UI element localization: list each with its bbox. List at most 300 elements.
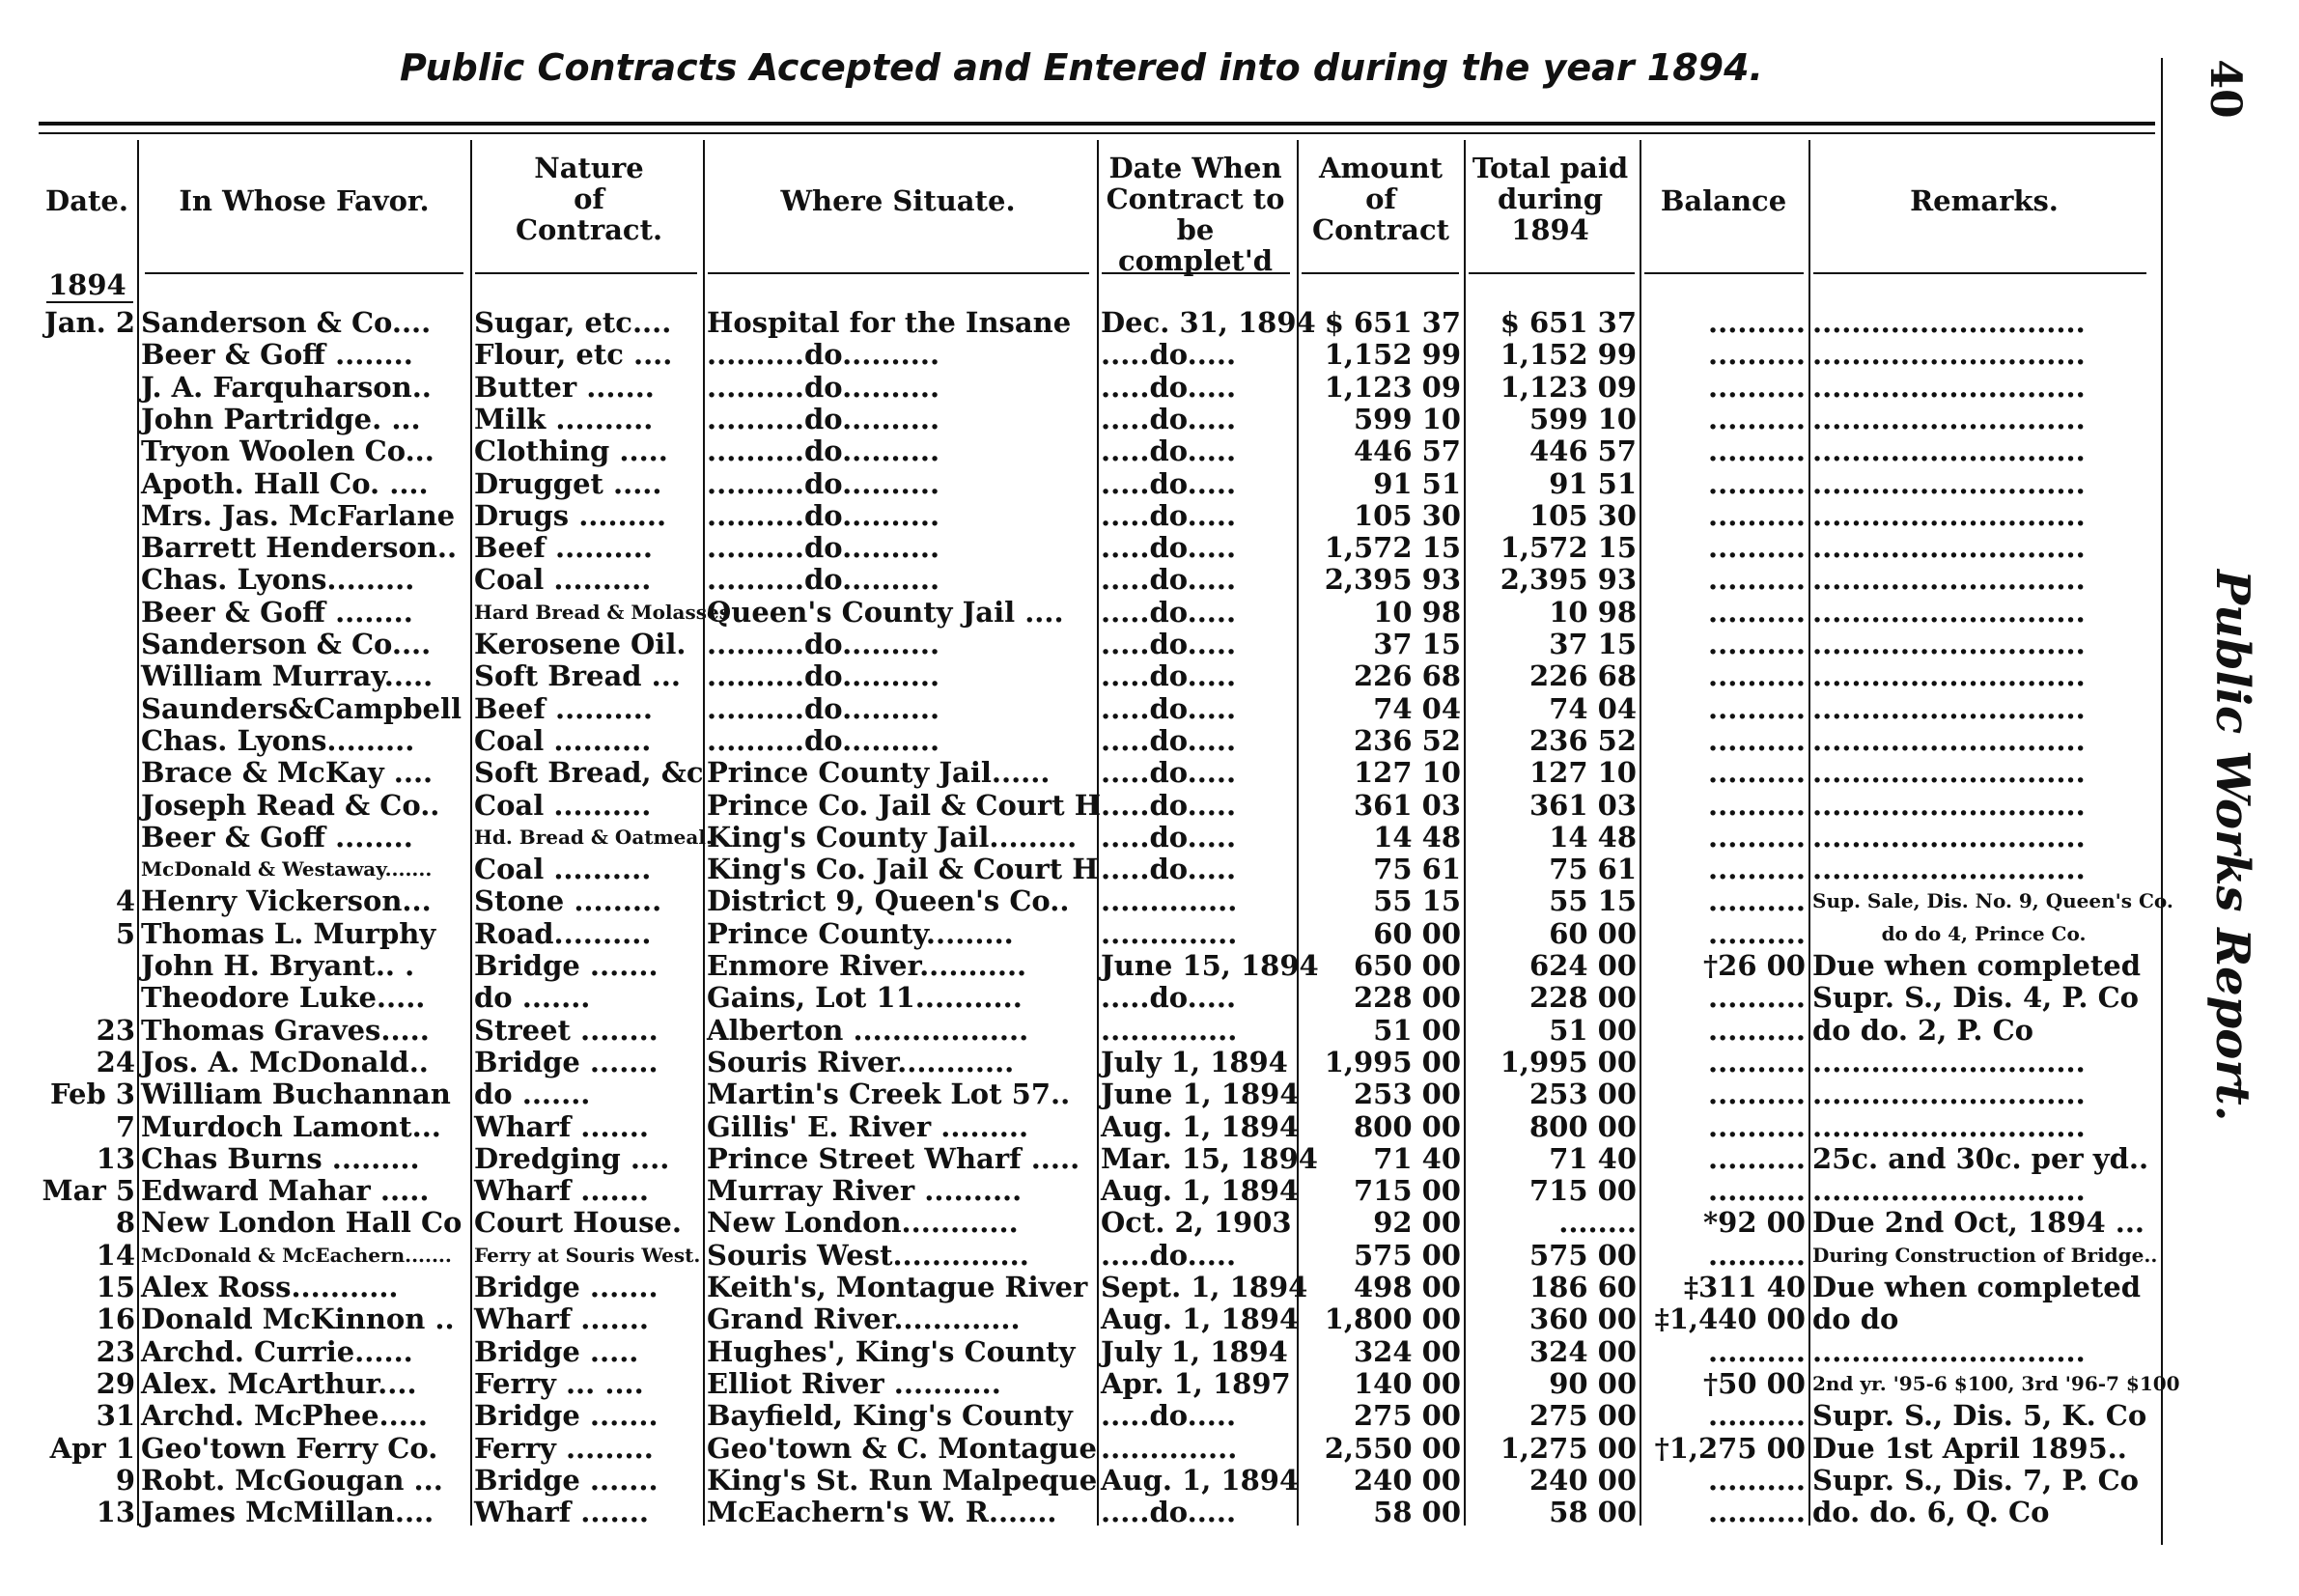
cell-complete: Mar. 15, 1894 <box>1101 1141 1318 1175</box>
cell-nature: Drugget ..... <box>474 466 662 500</box>
cell-balance: .......... <box>1708 595 1806 629</box>
cell-nature: Drugs ......... <box>474 498 667 532</box>
cell-amount: 575 00 <box>1354 1238 1461 1272</box>
cell-balance: .......... <box>1708 1496 1806 1529</box>
cell-where: Martin's Creek Lot 57.. <box>707 1078 1071 1111</box>
cell-nature: Court House. <box>474 1206 682 1240</box>
cell-nature: Wharf ....... <box>474 1496 649 1529</box>
cell-complete: .....do..... <box>1101 756 1237 790</box>
cell-paid: 127 10 <box>1529 756 1637 790</box>
cell-paid: 715 00 <box>1529 1174 1637 1208</box>
cell-paid: 55 15 <box>1549 884 1637 918</box>
cell-where: ..........do.......... <box>707 370 940 404</box>
cell-complete: .....do..... <box>1101 628 1237 660</box>
cell-nature: Road.......... <box>474 916 652 950</box>
cell-complete: June 1, 1894 <box>1101 1078 1300 1111</box>
cell-nature: Bridge ....... <box>474 1045 659 1078</box>
cell-paid: 1,152 99 <box>1500 338 1637 372</box>
cell-complete: .....do..... <box>1101 1496 1237 1529</box>
cell-remarks: Due when completed <box>1812 949 2142 982</box>
cell-amount: 10 98 <box>1373 595 1461 629</box>
cell-amount: 228 00 <box>1354 981 1461 1015</box>
cell-remarks: ............................ <box>1812 628 2086 660</box>
header-underline <box>1813 272 2146 274</box>
cell-balance: .......... <box>1708 916 1806 950</box>
cell-remarks: do do 4, Prince Co. <box>1881 921 2087 945</box>
cell-favor: Jos. A. McDonald.. <box>141 1045 429 1078</box>
cell-balance: .......... <box>1708 531 1806 565</box>
header-favor: In Whose Favor. <box>179 184 430 217</box>
cell-complete: .....do..... <box>1101 434 1237 468</box>
cell-complete: .............. <box>1101 1431 1238 1465</box>
cell-paid: 236 52 <box>1529 723 1637 757</box>
cell-where: Hospital for the Insane <box>707 306 1072 339</box>
cell-nature: Ferry ... .... <box>474 1366 644 1400</box>
header-underline <box>708 272 1089 274</box>
cell-remarks: Supr. S., Dis. 5, K. Co <box>1812 1399 2147 1433</box>
cell-amount: 91 51 <box>1373 466 1461 500</box>
header-nature: Nature of Contract. <box>515 152 663 246</box>
cell-favor: McDonald & McEachern....... <box>141 1243 452 1267</box>
cell-balance: *92 00 <box>1703 1206 1806 1240</box>
cell-favor: Chas Burns ......... <box>141 1141 420 1175</box>
cell-nature: Ferry ......... <box>474 1431 654 1465</box>
header-balance: Balance <box>1660 184 1787 217</box>
cell-remarks: ............................ <box>1812 531 2086 565</box>
cell-paid: 240 00 <box>1529 1463 1637 1497</box>
cell-remarks: ............................ <box>1812 756 2086 790</box>
cell-nature: Soft Bread, &c <box>474 756 704 790</box>
cell-remarks: 25c. and 30c. per yd.. <box>1812 1141 2149 1175</box>
cell-where: ..........do.......... <box>707 563 940 597</box>
cell-balance: †50 00 <box>1703 1366 1806 1400</box>
cell-balance: †26 00 <box>1703 949 1806 982</box>
cell-amount: 1,123 09 <box>1324 370 1461 404</box>
cell-nature: Ferry at Souris West. <box>474 1243 701 1267</box>
cell-nature: Milk .......... <box>474 402 654 435</box>
cell-remarks: ............................ <box>1812 402 2086 435</box>
cell-where: Souris River............ <box>707 1045 1015 1078</box>
cell-complete: .....do..... <box>1101 531 1237 565</box>
cell-favor: Chas. Lyons......... <box>141 563 415 597</box>
cell-amount: 92 00 <box>1373 1206 1461 1240</box>
cell-favor: Mrs. Jas. McFarlane <box>141 498 456 532</box>
cell-complete: June 15, 1894 <box>1101 949 1319 982</box>
cell-date: Jan. 2 <box>44 306 135 339</box>
cell-where: King's Co. Jail & Court H <box>707 853 1099 886</box>
cell-favor: Sanderson & Co.... <box>141 306 432 339</box>
header-remarks: Remarks. <box>1910 184 2059 217</box>
cell-nature: Bridge ....... <box>474 1271 659 1303</box>
cell-date: Apr 1 <box>49 1431 135 1465</box>
cell-balance: .......... <box>1708 1109 1806 1143</box>
cell-balance: .......... <box>1708 402 1806 435</box>
cell-amount: 71 40 <box>1373 1141 1461 1175</box>
cell-complete: .....do..... <box>1101 981 1237 1015</box>
cell-nature: Coal .......... <box>474 788 652 822</box>
cell-where: Queen's County Jail .... <box>707 595 1064 629</box>
cell-amount: 361 03 <box>1354 788 1461 822</box>
cell-where: Gains, Lot 11........... <box>707 981 1023 1015</box>
header-underline <box>145 272 463 274</box>
cell-complete: .....do..... <box>1101 1399 1237 1433</box>
cell-balance: .......... <box>1708 1463 1806 1497</box>
cell-favor: Thomas Graves..... <box>141 1013 430 1047</box>
cell-favor: Brace & McKay .... <box>141 756 434 790</box>
cell-balance: .......... <box>1708 981 1806 1015</box>
cell-where: District 9, Queen's Co.. <box>707 884 1070 918</box>
cell-date: 14 <box>96 1238 135 1272</box>
cell-balance: .......... <box>1708 1141 1806 1175</box>
cell-remarks: ............................ <box>1812 691 2086 725</box>
cell-amount: 74 04 <box>1373 691 1461 725</box>
cell-where: ..........do.......... <box>707 434 940 468</box>
cell-favor: Donald McKinnon .. <box>141 1302 455 1336</box>
cell-paid: ........ <box>1558 1206 1637 1240</box>
cell-amount: 1,572 15 <box>1324 531 1461 565</box>
cell-paid: 105 30 <box>1529 498 1637 532</box>
cell-favor: Archd. Currie...... <box>141 1334 413 1368</box>
cell-balance: †1,275 00 <box>1654 1431 1806 1465</box>
cell-amount: 226 68 <box>1354 659 1461 693</box>
cell-complete: .............. <box>1101 916 1238 950</box>
cell-amount: 1,152 99 <box>1324 338 1461 372</box>
cell-remarks: ............................ <box>1812 1109 2086 1143</box>
cell-complete: .....do..... <box>1101 402 1237 435</box>
cell-where: Souris West.............. <box>707 1238 1029 1272</box>
cell-paid: 599 10 <box>1529 402 1637 435</box>
cell-amount: 236 52 <box>1354 723 1461 757</box>
year-underline <box>46 301 133 303</box>
cell-amount: 140 00 <box>1354 1366 1461 1400</box>
cell-amount: 599 10 <box>1354 402 1461 435</box>
cell-remarks: Supr. S., Dis. 4, P. Co <box>1812 981 2139 1015</box>
cell-where: ..........do.......... <box>707 723 940 757</box>
cell-balance: .......... <box>1708 853 1806 886</box>
cell-favor: Murdoch Lamont... <box>141 1109 441 1143</box>
header-underline <box>475 272 697 274</box>
cell-where: ..........do.......... <box>707 659 940 693</box>
running-title: Public Works Report. <box>2205 570 2259 1122</box>
cell-complete: .....do..... <box>1101 691 1237 725</box>
cell-nature: Beef .......... <box>474 531 653 565</box>
cell-balance: .......... <box>1708 659 1806 693</box>
cell-favor: James McMillan.... <box>141 1496 435 1529</box>
cell-where: Bayfield, King's County <box>707 1399 1073 1433</box>
cell-nature: Wharf ....... <box>474 1174 649 1208</box>
cell-amount: 37 15 <box>1373 628 1461 660</box>
cell-complete: .....do..... <box>1101 820 1237 854</box>
cell-amount: 75 61 <box>1373 853 1461 886</box>
cell-complete: .....do..... <box>1101 466 1237 500</box>
cell-remarks: ............................ <box>1812 466 2086 500</box>
cell-where: Hughes', King's County <box>707 1334 1076 1368</box>
header-amount: Amount of Contract <box>1311 152 1450 246</box>
cell-favor: Barrett Henderson.. <box>141 531 458 565</box>
cell-date: 31 <box>96 1399 135 1433</box>
cell-nature: Wharf ....... <box>474 1109 649 1143</box>
cell-nature: Soft Bread ... <box>474 659 681 693</box>
cell-remarks: do do <box>1812 1302 1899 1336</box>
header-paid: Total paid during 1894 <box>1472 152 1629 246</box>
cell-where: Prince Street Wharf ..... <box>707 1141 1080 1175</box>
header-complete: Date When Contract to be complet'd <box>1106 152 1285 277</box>
cell-date: Mar 5 <box>42 1174 135 1208</box>
cell-paid: 624 00 <box>1529 949 1637 982</box>
cell-favor: John H. Bryant.. . <box>141 949 415 982</box>
cell-paid: 360 00 <box>1529 1302 1637 1336</box>
cell-favor: John Partridge. ... <box>141 402 421 435</box>
cell-balance: .......... <box>1708 884 1806 918</box>
cell-amount: 650 00 <box>1354 949 1461 982</box>
cell-nature: Bridge ....... <box>474 1399 659 1433</box>
cell-complete: Apr. 1, 1897 <box>1101 1366 1291 1400</box>
cell-complete: .....do..... <box>1101 1238 1237 1272</box>
cell-favor: Saunders&Campbell <box>141 691 463 725</box>
cell-amount: 275 00 <box>1354 1399 1461 1433</box>
cell-favor: Beer & Goff ........ <box>141 595 413 629</box>
cell-paid: 37 15 <box>1549 628 1637 660</box>
cell-favor: McDonald & Westaway....... <box>141 857 433 882</box>
cell-balance: .......... <box>1708 1399 1806 1433</box>
cell-balance: .......... <box>1708 434 1806 468</box>
cell-favor: New London Hall Co <box>141 1206 463 1240</box>
cell-balance: .......... <box>1708 1013 1806 1047</box>
cell-balance: .......... <box>1708 1334 1806 1368</box>
cell-balance: .......... <box>1708 788 1806 822</box>
cell-date: 13 <box>96 1141 135 1175</box>
cell-remarks: ............................ <box>1812 659 2086 693</box>
cell-nature: Flour, etc .... <box>474 338 673 372</box>
cell-favor: Henry Vickerson... <box>141 884 432 918</box>
cell-paid: 226 68 <box>1529 659 1637 693</box>
cell-where: ..........do.......... <box>707 691 940 725</box>
cell-remarks: ............................ <box>1812 1045 2086 1078</box>
cell-complete: .............. <box>1101 884 1238 918</box>
cell-amount: 240 00 <box>1354 1463 1461 1497</box>
cell-date: 23 <box>96 1013 135 1047</box>
cell-paid: 1,123 09 <box>1500 370 1637 404</box>
cell-complete: July 1, 1894 <box>1101 1045 1288 1078</box>
cell-where: Murray River .......... <box>707 1174 1023 1208</box>
cell-remarks: ............................ <box>1812 788 2086 822</box>
cell-complete: Aug. 1, 1894 <box>1101 1109 1300 1143</box>
cell-balance: .......... <box>1708 338 1806 372</box>
cell-where: McEachern's W. R....... <box>707 1496 1057 1529</box>
cell-paid: 446 57 <box>1529 434 1637 468</box>
cell-remarks: ............................ <box>1812 563 2086 597</box>
cell-nature: Coal .......... <box>474 563 652 597</box>
page-title: Public Contracts Accepted and Entered into during the year 1894. <box>400 46 1763 89</box>
cell-favor: Sanderson & Co.... <box>141 628 432 660</box>
cell-remarks: During Construction of Bridge.. <box>1812 1243 2158 1267</box>
cell-remarks: ............................ <box>1812 723 2086 757</box>
cell-amount: 51 00 <box>1373 1013 1461 1047</box>
cell-where: Grand River............. <box>707 1302 1021 1336</box>
cell-paid: 58 00 <box>1549 1496 1637 1529</box>
cell-favor: Alex Ross........... <box>141 1271 399 1303</box>
cell-paid: 800 00 <box>1529 1109 1637 1143</box>
cell-paid: 10 98 <box>1549 595 1637 629</box>
cell-complete: .....do..... <box>1101 563 1237 597</box>
cell-balance: .......... <box>1708 1045 1806 1078</box>
cell-complete: Aug. 1, 1894 <box>1101 1302 1300 1336</box>
cell-favor: William Buchannan <box>141 1078 451 1111</box>
cell-where: ..........do.......... <box>707 402 940 435</box>
cell-paid: 1,995 00 <box>1500 1045 1637 1078</box>
cell-date: 8 <box>115 1206 135 1240</box>
cell-nature: Street ........ <box>474 1013 659 1047</box>
cell-favor: Alex. McArthur.... <box>141 1366 417 1400</box>
cell-complete: Aug. 1, 1894 <box>1101 1174 1300 1208</box>
cell-paid: 14 48 <box>1549 820 1637 854</box>
cell-balance: .......... <box>1708 756 1806 790</box>
cell-date: 13 <box>96 1496 135 1529</box>
col-divider <box>1097 140 1099 1526</box>
cell-date: 15 <box>96 1271 135 1303</box>
cell-date: 16 <box>96 1302 135 1336</box>
cell-favor: Joseph Read & Co.. <box>141 788 440 822</box>
cell-remarks: Sup. Sale, Dis. No. 9, Queen's Co. <box>1812 889 2173 913</box>
header-underline <box>1302 272 1459 274</box>
cell-complete: .....do..... <box>1101 788 1237 822</box>
cell-paid: 75 61 <box>1549 853 1637 886</box>
cell-complete: .............. <box>1101 1013 1238 1047</box>
col-divider <box>1808 140 1810 1526</box>
cell-complete: .....do..... <box>1101 595 1237 629</box>
cell-complete: .....do..... <box>1101 659 1237 693</box>
cell-paid: 575 00 <box>1529 1238 1637 1272</box>
cell-where: Keith's, Montague River <box>707 1271 1088 1303</box>
cell-balance: .......... <box>1708 628 1806 660</box>
cell-balance: ‡1,440 00 <box>1654 1302 1806 1336</box>
cell-paid: 324 00 <box>1529 1334 1637 1368</box>
cell-favor: Thomas L. Murphy <box>141 916 436 950</box>
cell-where: ..........do.......... <box>707 466 940 500</box>
cell-remarks: ............................ <box>1812 853 2086 886</box>
cell-complete: .....do..... <box>1101 370 1237 404</box>
cell-remarks: ............................ <box>1812 370 2086 404</box>
cell-where: Geo'town & C. Montague <box>707 1431 1097 1465</box>
cell-balance: .......... <box>1708 466 1806 500</box>
cell-remarks: ............................ <box>1812 1078 2086 1111</box>
cell-favor: J. A. Farquharson.. <box>141 370 432 404</box>
cell-amount: 800 00 <box>1354 1109 1461 1143</box>
col-divider <box>1640 140 1641 1526</box>
cell-where: Prince County......... <box>707 916 1014 950</box>
cell-nature: Hard Bread & Molasses <box>474 600 730 624</box>
cell-where: Gillis' E. River ......... <box>707 1109 1029 1143</box>
header-underline <box>1469 272 1635 274</box>
cell-favor: William Murray..... <box>141 659 434 693</box>
cell-where: ..........do.......... <box>707 338 940 372</box>
cell-date: 23 <box>96 1334 135 1368</box>
cell-favor: Chas. Lyons......... <box>141 723 415 757</box>
cell-nature: do ....... <box>474 1078 591 1111</box>
cell-balance: .......... <box>1708 563 1806 597</box>
cell-remarks: ............................ <box>1812 306 2086 339</box>
cell-amount: 60 00 <box>1373 916 1461 950</box>
cell-date: 5 <box>115 916 135 950</box>
cell-amount: 105 30 <box>1354 498 1461 532</box>
cell-paid: 91 51 <box>1549 466 1637 500</box>
cell-balance: .......... <box>1708 498 1806 532</box>
cell-date: 4 <box>115 884 135 918</box>
cell-remarks: ............................ <box>1812 1174 2086 1208</box>
cell-date: 29 <box>96 1366 135 1400</box>
cell-favor: Edward Mahar ..... <box>141 1174 430 1208</box>
cell-amount: 446 57 <box>1354 434 1461 468</box>
cell-amount: 55 15 <box>1373 884 1461 918</box>
right-margin-line <box>2161 58 2163 1545</box>
cell-amount: 127 10 <box>1354 756 1461 790</box>
cell-paid: 253 00 <box>1529 1078 1637 1111</box>
cell-favor: Tryon Woolen Co... <box>141 434 435 468</box>
cell-complete: Oct. 2, 1903 <box>1101 1206 1292 1240</box>
cell-complete: .....do..... <box>1101 853 1237 886</box>
col-divider <box>470 140 472 1526</box>
header-date: Date. <box>45 184 128 217</box>
cell-nature: Sugar, etc.... <box>474 306 672 339</box>
cell-amount: 14 48 <box>1373 820 1461 854</box>
cell-remarks: ............................ <box>1812 595 2086 629</box>
cell-complete: .....do..... <box>1101 723 1237 757</box>
cell-remarks: ............................ <box>1812 498 2086 532</box>
cell-remarks: do do. 2, P. Co <box>1812 1013 2034 1047</box>
cell-favor: Beer & Goff ........ <box>141 820 413 854</box>
cell-nature: Stone ......... <box>474 884 662 918</box>
cell-nature: Bridge ....... <box>474 949 659 982</box>
cell-remarks: ............................ <box>1812 820 2086 854</box>
cell-paid: 1,572 15 <box>1500 531 1637 565</box>
cell-where: Alberton .................. <box>707 1013 1029 1047</box>
cell-where: Prince Co. Jail & Court H <box>707 788 1102 822</box>
cell-nature: Coal .......... <box>474 853 652 886</box>
cell-nature: Butter ....... <box>474 370 655 404</box>
cell-balance: .......... <box>1708 691 1806 725</box>
cell-balance: .......... <box>1708 820 1806 854</box>
cell-paid: 186 60 <box>1529 1271 1637 1303</box>
cell-paid: 74 04 <box>1549 691 1637 725</box>
cell-remarks: ............................ <box>1812 1334 2086 1368</box>
cell-nature: Bridge ....... <box>474 1463 659 1497</box>
cell-remarks: ............................ <box>1812 338 2086 372</box>
cell-balance: .......... <box>1708 306 1806 339</box>
cell-amount: 324 00 <box>1354 1334 1461 1368</box>
year-label: 1894 <box>48 268 126 301</box>
cell-nature: Beef .......... <box>474 691 653 725</box>
cell-amount: 2,550 00 <box>1324 1431 1461 1465</box>
cell-amount: 1,995 00 <box>1324 1045 1461 1078</box>
cell-amount: 498 00 <box>1354 1271 1461 1303</box>
cell-paid: 228 00 <box>1529 981 1637 1015</box>
cell-amount: 1,800 00 <box>1324 1302 1461 1336</box>
header-where: Where Situate. <box>780 184 1016 217</box>
cell-remarks: Due 1st April 1895.. <box>1812 1431 2127 1465</box>
cell-complete: Aug. 1, 1894 <box>1101 1463 1300 1497</box>
cell-where: ..........do.......... <box>707 531 940 565</box>
cell-where: New London............ <box>707 1206 1019 1240</box>
cell-balance: .......... <box>1708 370 1806 404</box>
cell-paid: 60 00 <box>1549 916 1637 950</box>
cell-paid: 51 00 <box>1549 1013 1637 1047</box>
cell-where: ..........do.......... <box>707 498 940 532</box>
cell-remarks: 2nd yr. '95-6 $100, 3rd '96-7 $100 <box>1812 1371 2180 1395</box>
cell-favor: Archd. McPhee..... <box>141 1399 429 1433</box>
cell-remarks: do. do. 6, Q. Co <box>1812 1496 2050 1529</box>
cell-where: King's St. Run Malpeque <box>707 1463 1098 1497</box>
page-number: 40 <box>2201 59 2250 119</box>
